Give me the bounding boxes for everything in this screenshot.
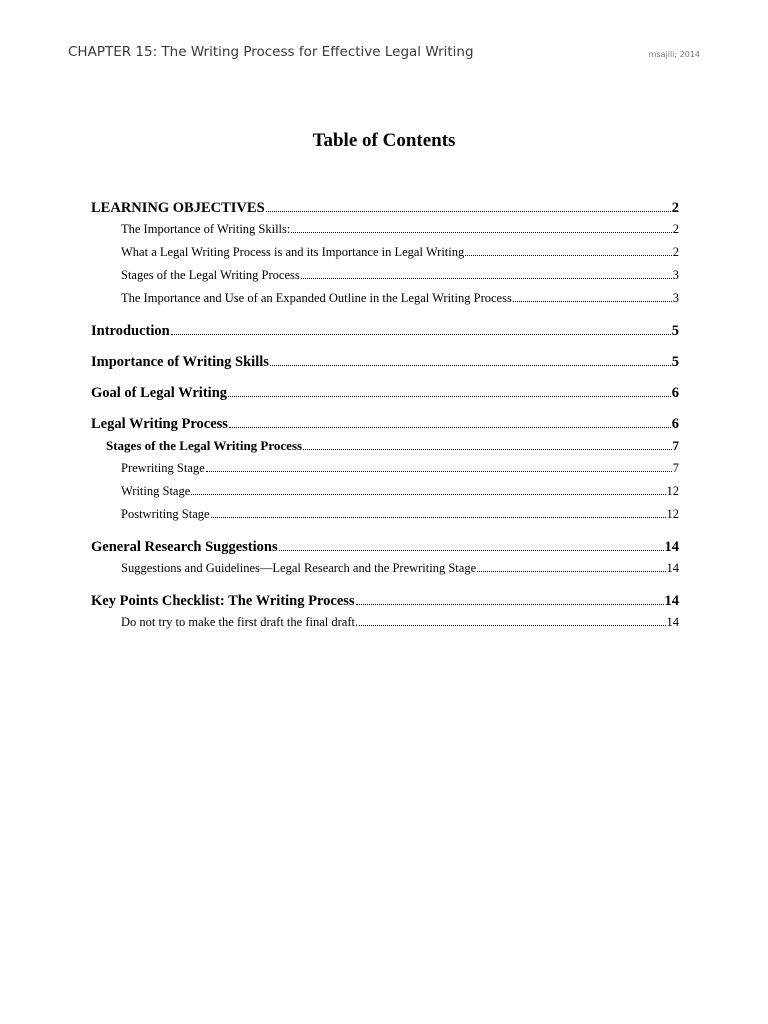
toc-entry-postwriting-stage[interactable] [91,503,679,526]
toc-entry-label: Writing Stage [121,484,191,498]
dot-leader [513,290,672,302]
toc-entry-key-points-checklist[interactable] [91,591,679,611]
dot-leader [303,437,671,450]
dot-leader [171,321,671,335]
toc-entry-prewriting-stage[interactable] [91,457,679,480]
toc-entry-page: 5 [671,354,679,371]
dot-leader [356,591,664,605]
dot-leader [301,267,672,279]
toc-entry-page: 12 [666,507,679,521]
toc-entry-suggestions-and-guidelines[interactable] [91,557,679,580]
toc-entry-page: 3 [672,268,679,282]
toc-entry-page: 5 [671,323,679,340]
toc-entry-learning-objectives[interactable] [91,198,679,218]
toc-entry-label: Key Points Checklist: The Writing Process [91,593,355,610]
toc-entry-label: Suggestions and Guidelines—Legal Research and the Prewriting Stage [121,561,477,575]
toc-entry-goal-of-legal-writing[interactable] [91,383,679,403]
toc-entry-page: 12 [666,484,679,498]
toc-entry-label: Prewriting Stage [121,461,205,475]
toc-entry-label: Stages of the Legal Writing Process [121,268,300,282]
toc-entry-page: 7 [672,461,679,475]
toc-entry-importance-of-writing-skills[interactable] [91,352,679,372]
toc-entry-page: 14 [666,561,679,575]
toc-entry-importance-of-writing-skills-sub[interactable] [91,218,679,241]
toc-entry-writing-stage[interactable] [91,480,679,503]
toc-entry-page: 14 [664,593,679,610]
toc-entry-page: 14 [664,539,679,556]
toc-entry-label: Goal of Legal Writing [91,385,228,402]
dot-leader [477,560,665,572]
toc-entry-page: 2 [671,200,679,217]
header-author-date: msajili; 2014 [648,50,700,59]
toc-entry-page: 2 [672,222,679,236]
toc-heading: Table of Contents [312,130,456,151]
header-chapter-title: CHAPTER 15: The Writing Process for Effective Legal Writing [68,44,474,60]
dot-leader [211,506,666,518]
dot-leader [359,614,665,626]
toc-entry-expanded-outline[interactable] [91,287,679,310]
toc-entry-label: Stages of the Legal Writing Process [106,438,303,453]
toc-entry-general-research-suggestions[interactable] [91,537,679,557]
toc-entry-label: Legal Writing Process [91,416,228,433]
toc-entry-label: The Importance of Writing Skills: [121,222,291,236]
toc-entry-legal-writing-process[interactable] [91,414,679,434]
toc-entry-label: What a Legal Writing Process is and its Importance in Legal Writing [121,245,465,259]
dot-leader [270,352,671,366]
dot-leader [229,414,671,428]
dot-leader [266,198,671,212]
toc-entry-page: 6 [671,416,679,433]
toc-entry-label: Importance of Writing Skills [91,354,269,371]
toc-entry-page: 2 [672,245,679,259]
toc-entry-label: The Importance and Use of an Expanded Outline in the Legal Writing Process [121,291,512,305]
toc-entry-label: General Research Suggestions [91,539,278,556]
dot-leader [465,244,672,256]
toc-entry-introduction[interactable] [91,321,679,341]
toc-entry-first-draft[interactable] [91,611,679,634]
dot-leader [206,460,672,472]
toc-entry-page: 14 [666,615,679,629]
page-header [68,44,700,66]
dot-leader [279,537,664,551]
toc-entry-page: 6 [671,385,679,402]
dot-leader [291,221,671,233]
toc-entry-page: 3 [672,291,679,305]
toc-entry-label: Do not try to make the first draft the final draft. [121,615,359,629]
dot-leader [191,483,665,495]
toc-entry-label: Postwriting Stage [121,507,210,521]
toc-entry-page: 7 [672,438,679,453]
toc-entry-label: Introduction [91,323,170,340]
toc-entry-stages-of-legal-writing-process[interactable] [91,434,679,457]
table-of-contents [91,198,679,634]
toc-entry-stages-sub[interactable] [91,264,679,287]
toc-entry-label: LEARNING OBJECTIVES [91,200,265,217]
toc-entry-what-a-legal-writing-process-is[interactable] [91,241,679,264]
dot-leader [228,383,671,397]
